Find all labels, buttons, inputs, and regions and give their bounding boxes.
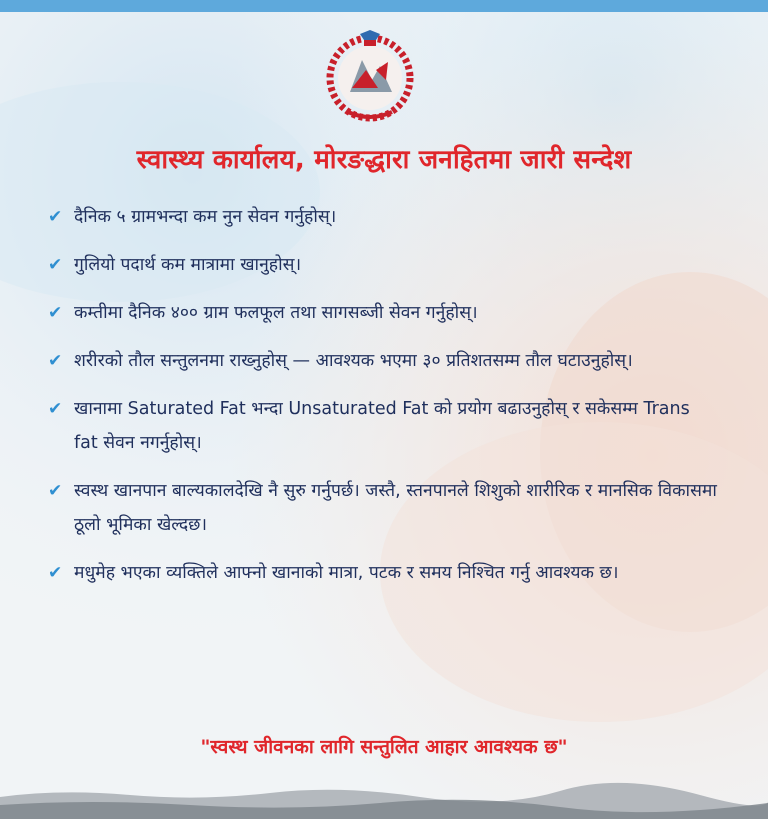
list-item [48, 296, 718, 330]
checkmark-icon: ✔ [48, 481, 63, 501]
top-accent-bar [0, 0, 768, 12]
list-item [48, 344, 718, 378]
list-item [48, 200, 718, 234]
message-text: कम्तीमा दैनिक ४०० ग्राम फलफूल तथा सागसब्जी सेवन गर्नुहोस्। [74, 303, 478, 323]
checkmark-icon: ✔ [48, 399, 63, 419]
message-text: गुलियो पदार्थ कम मात्रामा खानुहोस्। [74, 255, 302, 275]
ground-texture [0, 779, 768, 819]
message-list [48, 200, 718, 604]
list-item [48, 248, 718, 282]
checkmark-icon: ✔ [48, 303, 63, 323]
nepal-government-emblem-icon [320, 30, 420, 122]
message-text: दैनिक ५ ग्रामभन्दा कम नुन सेवन गर्नुहोस्। [74, 207, 337, 227]
checkmark-icon: ✔ [48, 563, 63, 583]
message-text: खानामा Saturated Fat भन्दा Unsaturated Fat को प्रयोग बढाउनुहोस् र सकेसम्म Trans fat सेवन नगर्नुहोस्। [74, 399, 690, 453]
message-text: मधुमेह भएका व्यक्तिले आफ्नो खानाको मात्रा, पटक र समय निश्चित गर्नु आवश्यक छ। [74, 563, 619, 583]
footer-quote: "स्वस्थ जीवनका लागि सन्तुलित आहार आवश्यक छ" [200, 736, 568, 758]
list-item [48, 392, 718, 460]
checkmark-icon: ✔ [48, 207, 63, 227]
message-text: शरीरको तौल सन्तुलनमा राख्नुहोस् — आवश्यक भएमा ३० प्रतिशतसम्म तौल घटाउनुहोस्। [74, 351, 633, 371]
list-item [48, 556, 718, 590]
checkmark-icon: ✔ [48, 255, 63, 275]
list-item [48, 474, 718, 542]
message-text: स्वस्थ खानपान बाल्यकालदेखि नै सुरु गर्नुपर्छ। जस्तै, स्तनपानले शिशुको शारीरिक र मानसिक विकासमा ठूलो भूमिका खेल्दछ। [74, 481, 717, 535]
checkmark-icon: ✔ [48, 351, 63, 371]
page-title: स्वास्थ्य कार्यालय, मोरङद्धारा जनहितमा जारी सन्देश [136, 145, 632, 175]
